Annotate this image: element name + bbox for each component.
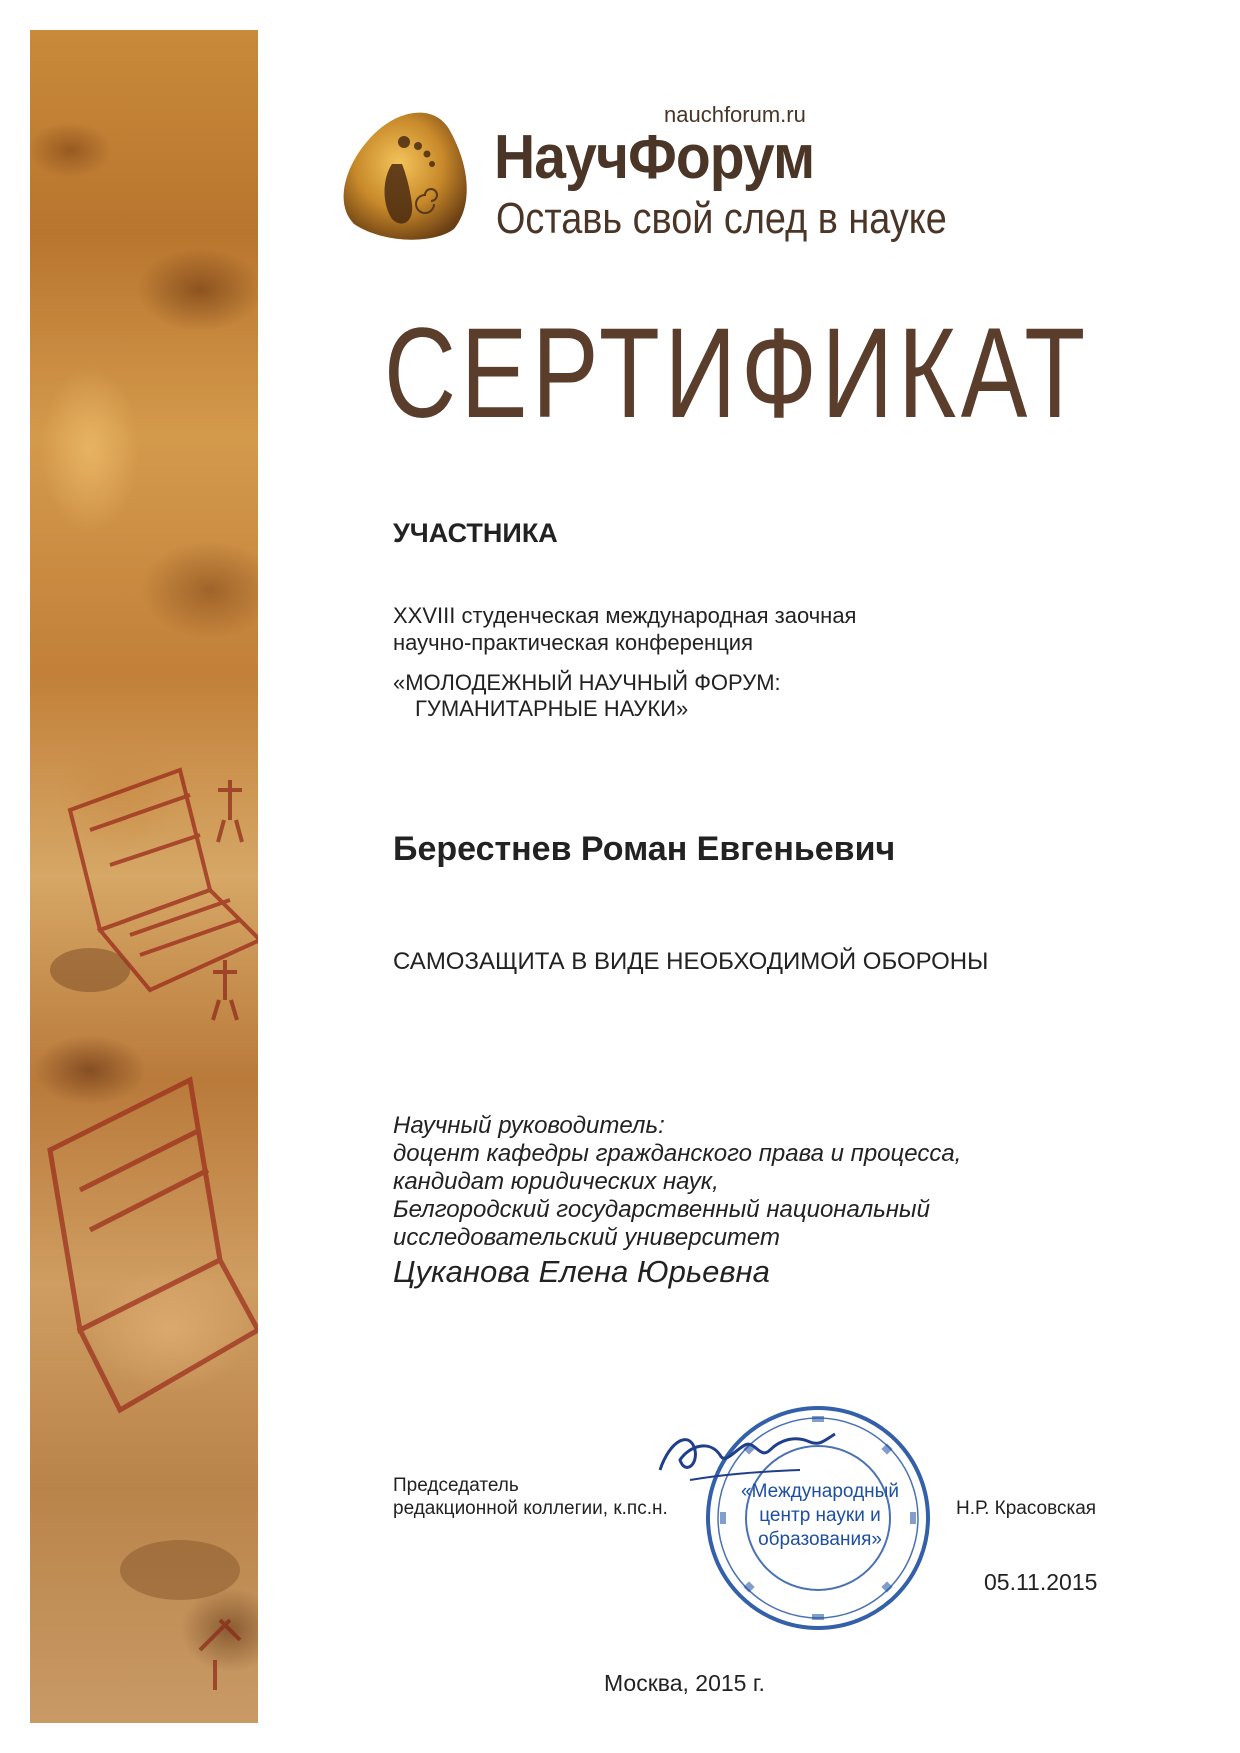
advisor-university-line-2: исследовательский университет (393, 1224, 780, 1251)
advisor-degree: кандидат юридических наук, (393, 1168, 719, 1195)
brand-name: НаучФорум (494, 123, 815, 192)
decorative-side-strip (30, 30, 258, 1723)
conference-name-line-2: ГУМАНИТАРНЫЕ НАУКИ» (415, 696, 689, 721)
issue-date: 05.11.2015 (984, 1569, 1098, 1595)
certificate-subtitle: УЧАСТНИКА (393, 518, 558, 548)
signer-name: Н.Р. Красовская (956, 1498, 1097, 1519)
seal-line-3: образования» (758, 1529, 882, 1550)
advisor-position: доцент кафедры гражданского права и процесса, (393, 1140, 962, 1167)
brand-slogan: Оставь свой след в науке (496, 194, 947, 243)
seal-center-text (740, 1480, 900, 1552)
conference-name-line-1: «МОЛОДЕЖНЫЙ НАУЧНЫЙ ФОРУМ: (393, 670, 781, 695)
naucforum-logo-icon (334, 104, 476, 244)
conference-line-2: научно-практическая конференция (393, 630, 754, 655)
participant-name: Берестнев Роман Евгеньевич (393, 830, 896, 868)
city-year: Москва, 2015 г. (604, 1670, 765, 1696)
certificate-title: СЕРТИФИКАТ (384, 302, 1090, 445)
brand-url: nauchforum.ru (664, 102, 806, 127)
handwritten-signature (650, 1420, 840, 1490)
seal-line-1: «Международный (741, 1481, 899, 1502)
conference-line-1: XXVIII студенческая международная заочная (393, 603, 857, 628)
seal-line-2: центр науки и (759, 1505, 881, 1526)
advisor-university-line-1: Белгородский государственный национальный (393, 1196, 930, 1223)
signer-role-line-2: редакционной коллегии, к.пс.н. (393, 1498, 668, 1519)
advisor-heading: Научный руководитель: (393, 1112, 665, 1139)
signer-role-line-1: Председатель (393, 1475, 519, 1496)
advisor-name: Цуканова Елена Юрьевна (393, 1254, 770, 1289)
cave-painting-decoration (30, 30, 258, 1723)
paper-topic: САМОЗАЩИТА В ВИДЕ НЕОБХОДИМОЙ ОБОРОНЫ (393, 948, 989, 975)
